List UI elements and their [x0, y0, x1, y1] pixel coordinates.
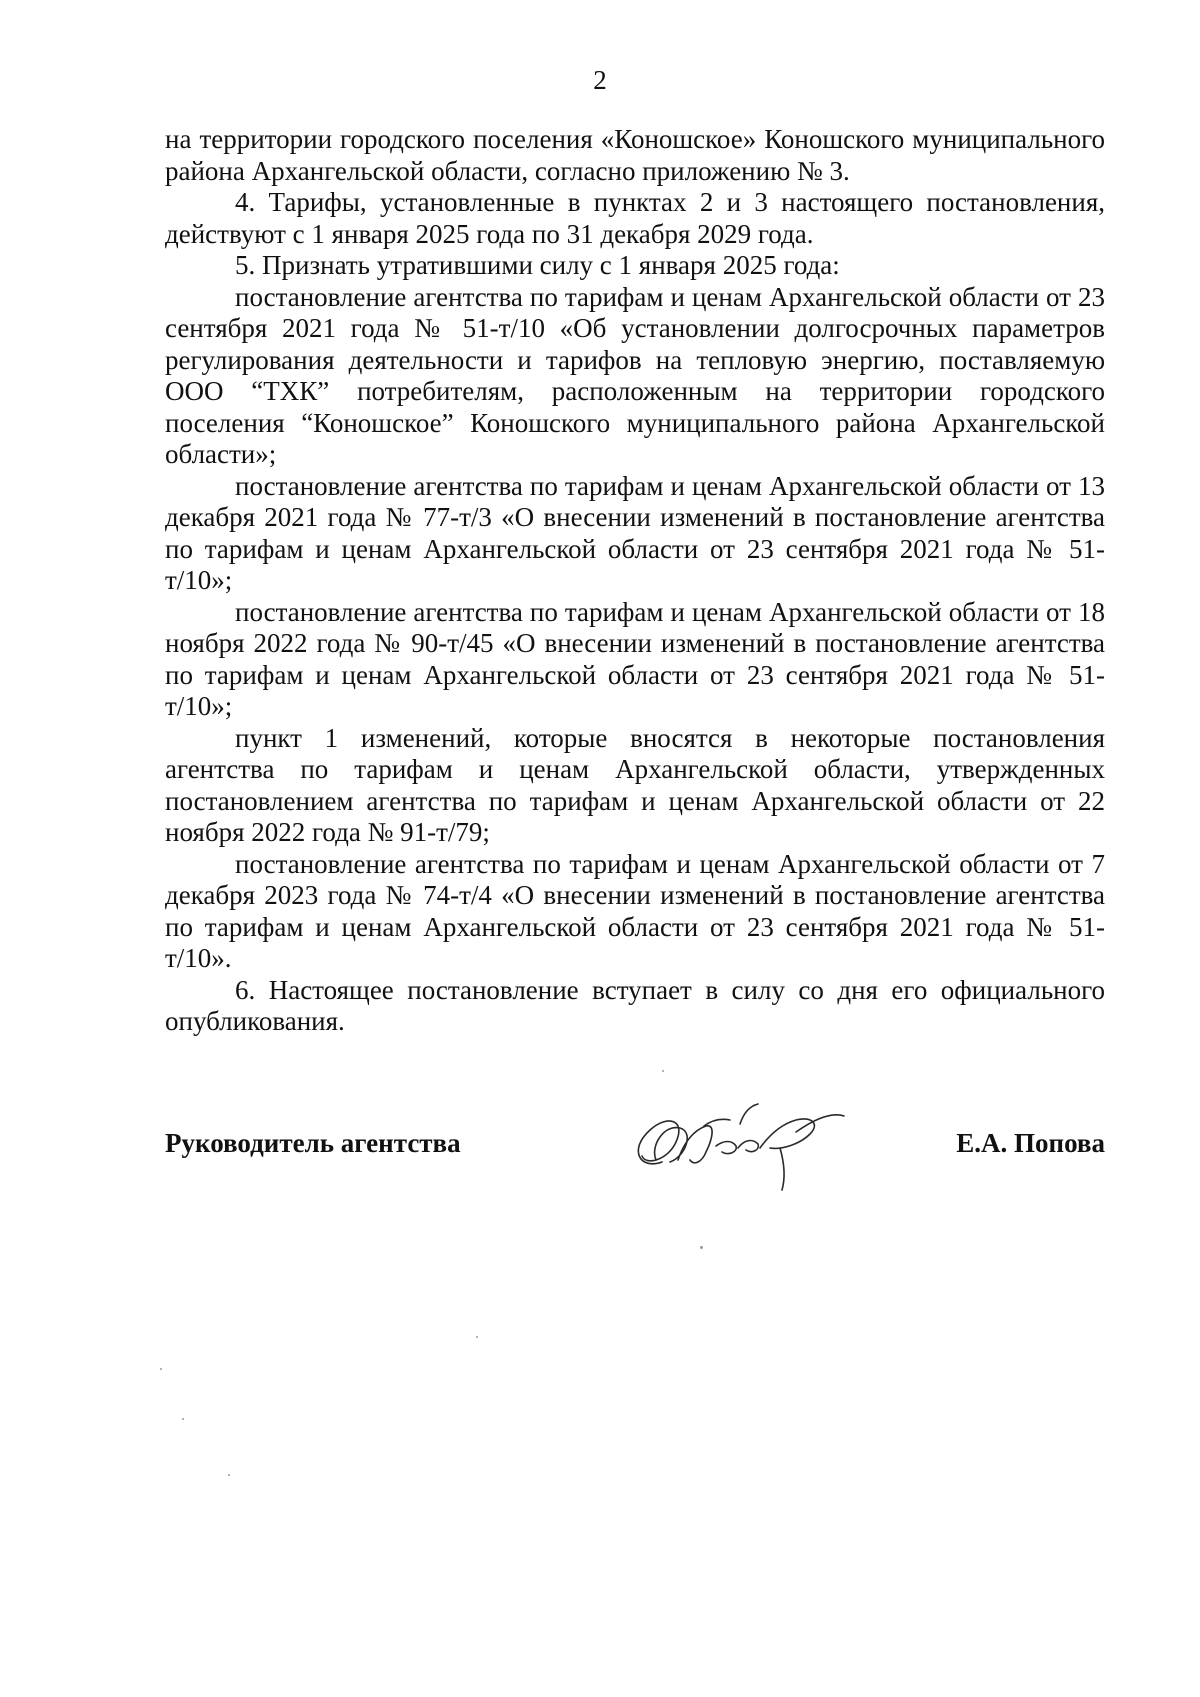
paragraph-repealed-act-5: постановление агентства по тарифам и ценам Архангельской области от 7 декабря 2023 года № 74-т/4 «О внесении изменений в постановление агентства по тарифам и ценам Архангельской области от 23 сентября 2021 года № 51-т/10». [165, 848, 1105, 973]
scan-speck [700, 1246, 703, 1249]
scan-speck [160, 1368, 162, 1370]
paragraph-item-6: 6. Настоящее постановление вступает в силу со дня его официального опубликования. [165, 974, 1105, 1036]
signer-name: Е.А. Попова [956, 1128, 1105, 1158]
paragraph-item-5: 5. Признать утратившими силу с 1 января 2025 года: [235, 250, 840, 280]
paragraph-continuation: на территории городского поселения «Коношское» Коношского муниципального района Архангельской области, согласно приложению № 3. [165, 124, 1105, 186]
handwritten-signature [620, 1090, 860, 1210]
signer-position: Руководитель агентства [165, 1128, 461, 1158]
paragraph-item-4: 4. Тарифы, установленные в пунктах 2 и 3 настоящего постановления, действуют с 1 января 2025 года по 31 декабря 2029 года. [165, 187, 1105, 249]
scan-speck [662, 1070, 664, 1072]
paragraph-repealed-act-4: пункт 1 изменений, которые вносятся в некоторые постановления агентства по тарифам и ценам Архангельской области, утвержденных постановлением агентства по тарифам и ценам Архангельской области от 22 ноября 2022 года № 91-т/79; [165, 722, 1105, 847]
paragraph-repealed-act-3: постановление агентства по тарифам и ценам Архангельской области от 18 ноября 2022 года № 90-т/45 «О внесении изменений в постановление агентства по тарифам и ценам Архангельской области от 23 сентября 2021 года № 51-т/10»; [165, 596, 1105, 721]
document-body [165, 124, 1105, 1038]
paragraph-repealed-act-2: постановление агентства по тарифам и ценам Архангельской области от 13 декабря 2021 года № 77-т/3 «О внесении изменений в постановление агентства по тарифам и ценам Архангельской области от 23 сентября 2021 года № 51-т/10»; [165, 470, 1105, 595]
paragraph-repealed-act-1: постановление агентства по тарифам и ценам Архангельской области от 23 сентября 2021 года № 51-т/10 «Об установлении долгосрочных параметров регулирования деятельности и тарифов на тепловую энергию, поставляемую ООО “ТХК” потребителям, расположенным на территории городского поселения “Коношское” Коношского муниципального района Архангельской области»; [165, 281, 1105, 469]
page-number: 2 [593, 65, 607, 95]
scan-speck [228, 1474, 230, 1476]
scan-speck [476, 1336, 478, 1338]
scan-speck [182, 1418, 184, 1420]
